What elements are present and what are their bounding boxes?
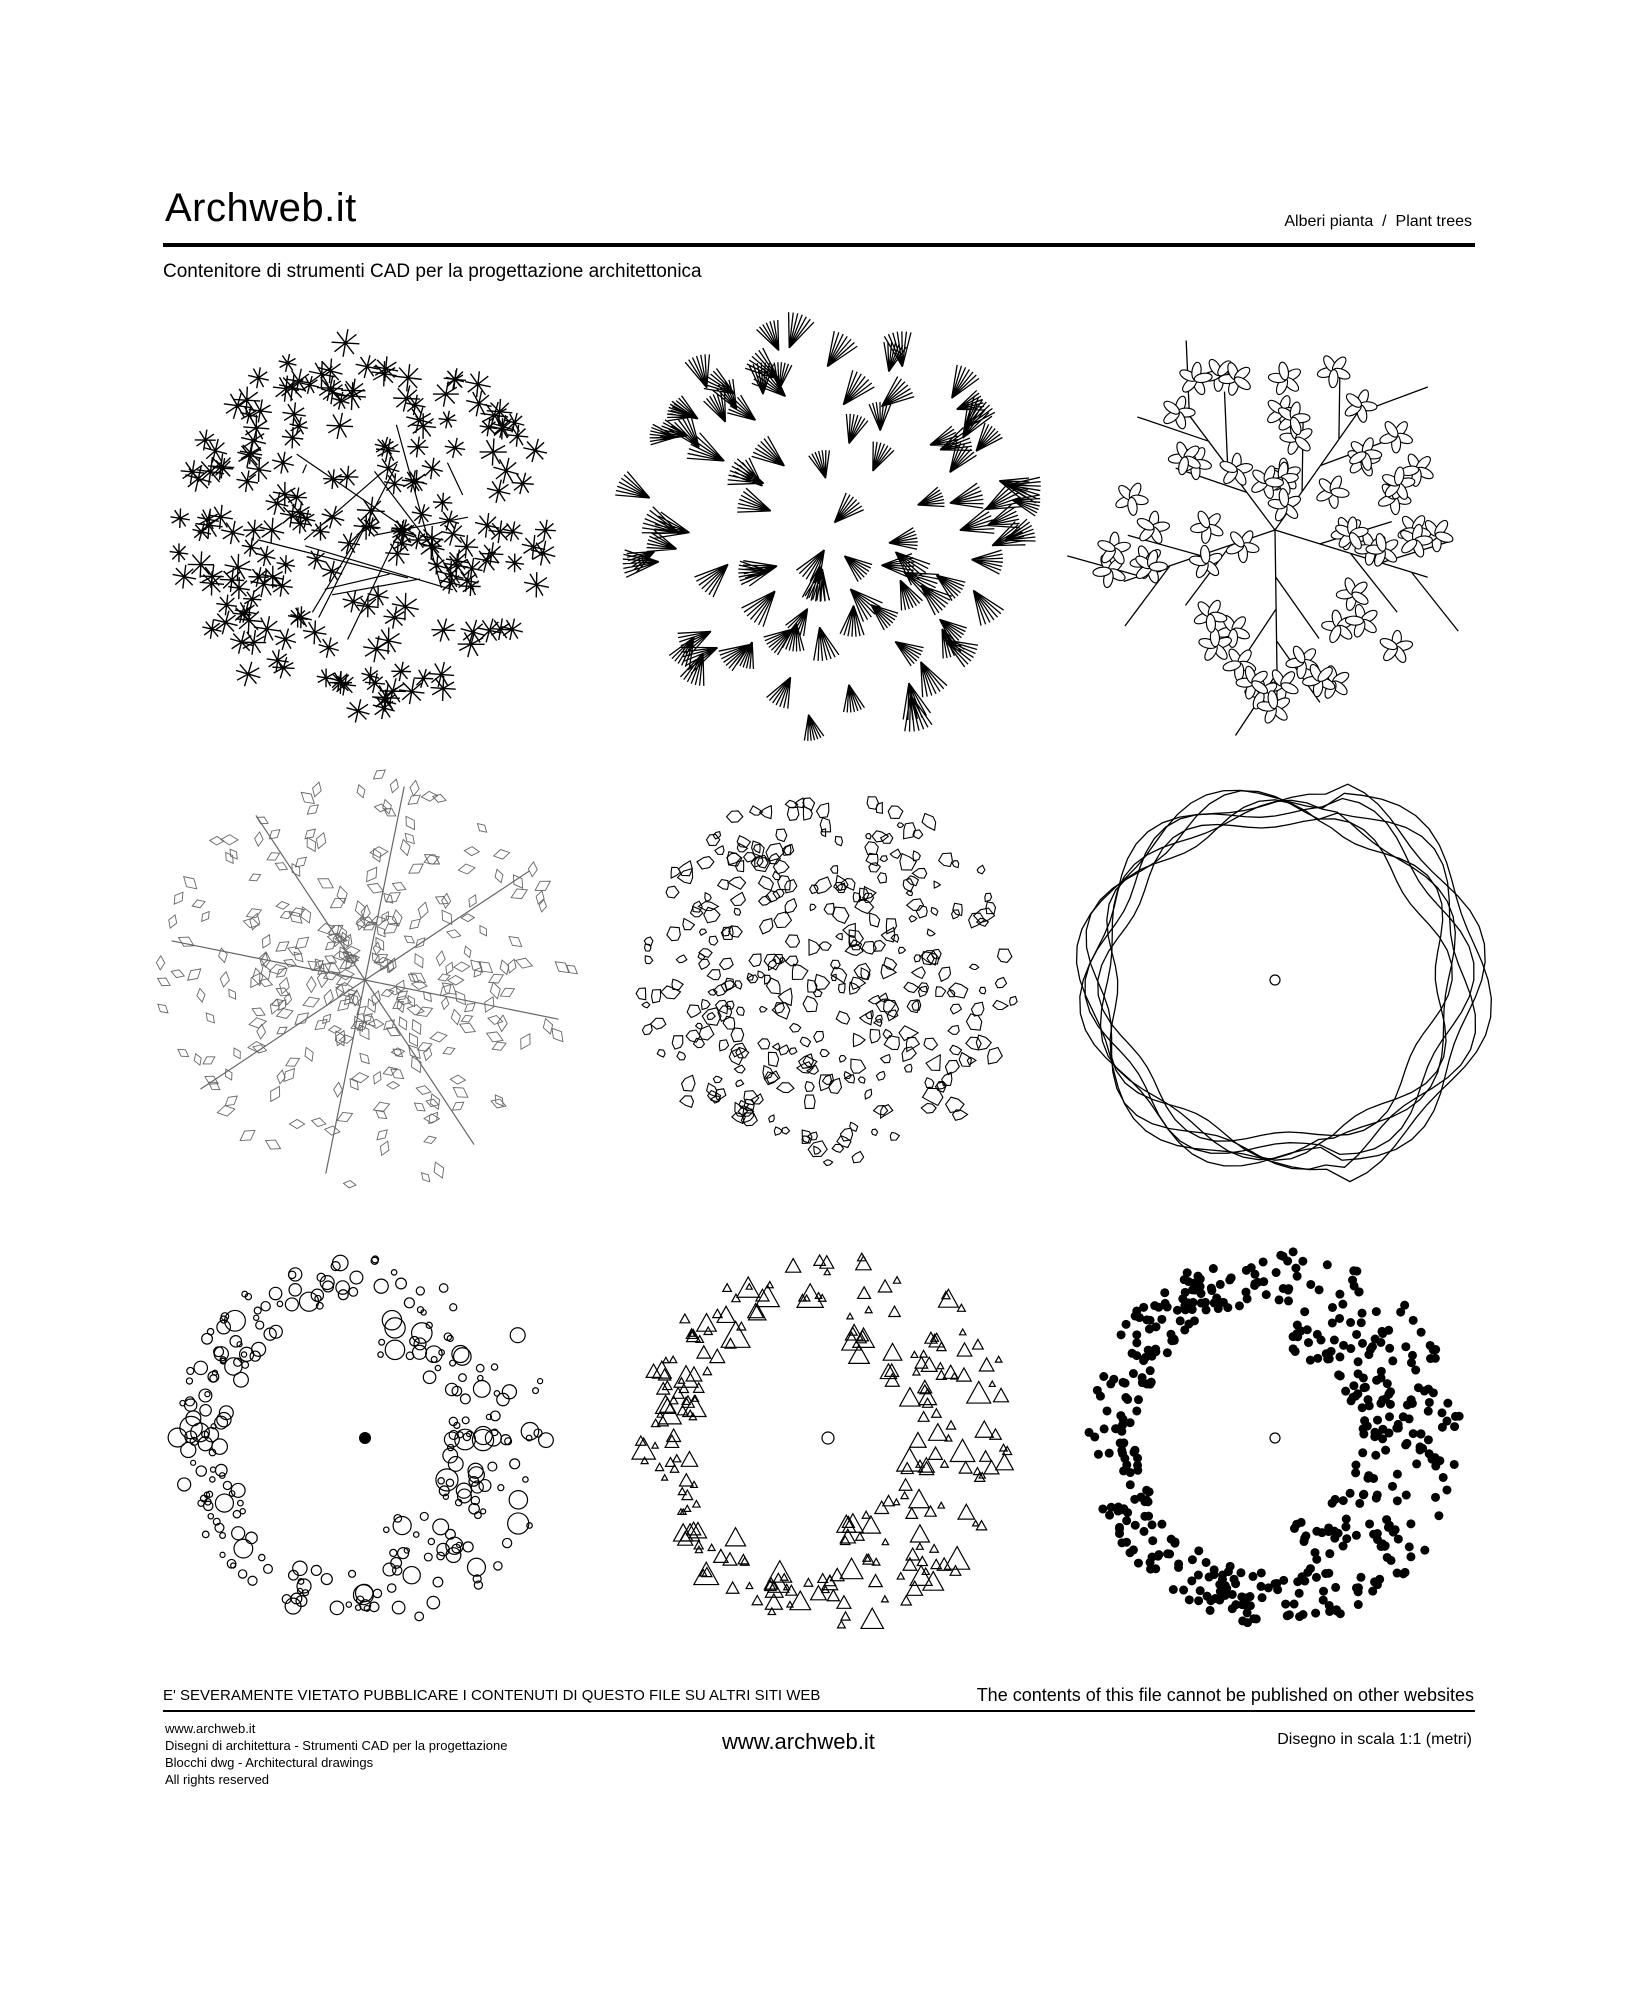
tree-wavy-outline [1077,784,1492,1181]
tree-leaf-branch-canopy [1067,340,1458,735]
tree-asterisk-canopy [170,329,556,722]
drawing-scale: Disegno in scala 1:1 (metri) [1277,1731,1472,1748]
footer-credit-line: Disegni di architettura - Strumenti CAD per la progettazione [165,1738,508,1753]
copyright-warning-english: The contents of this file cannot be published on other websites [976,1685,1474,1705]
copyright-warning-italian: E' SEVERAMENTE VIETATO PUBBLICARE I CONTENUTI DI QUESTO FILE SU ALTRI SITI WEB [163,1687,821,1704]
tree-needle-canopy [615,312,1040,741]
footer-credit-line: Blocchi dwg - Architectural drawings [165,1755,374,1770]
subtitle: Contenitore di strumenti CAD per la progettazione architettonica [163,261,702,282]
document-category: Alberi pianta / Plant trees [1284,213,1472,230]
footer-credit-line: www.archweb.it [165,1721,256,1736]
tree-circle-dots [168,1255,553,1620]
tree-solid-dots [1085,1247,1464,1627]
tree-triangle-dots [632,1253,1013,1628]
tree-blob-canopy [636,797,1017,1166]
footer-credits [165,1720,508,1788]
footer-rule [163,1710,1475,1712]
footer-credit-line: All rights reserved [165,1772,270,1787]
footer-url-link[interactable]: www.archweb.it [722,1729,875,1754]
site-title: Archweb.it [165,186,357,230]
tree-diamond-leaf-canopy [155,766,580,1188]
